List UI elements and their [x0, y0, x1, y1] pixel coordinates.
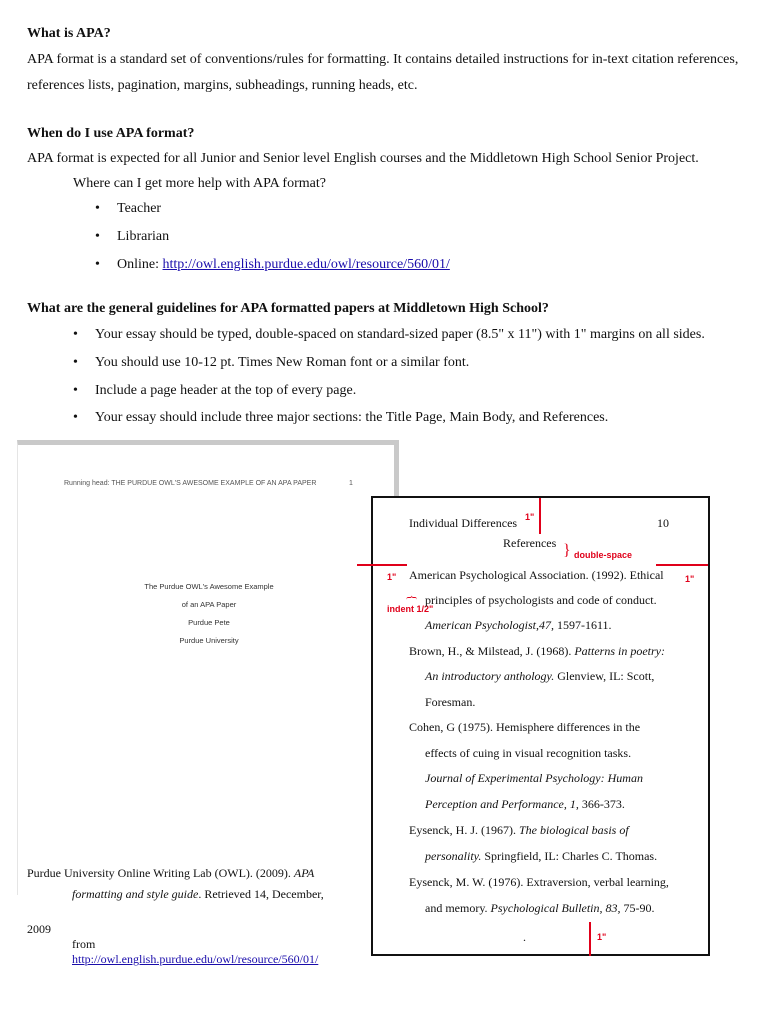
- reference-line: Foresman.: [425, 695, 476, 709]
- list-item-text: Your essay should be typed, double-spaced on standard-sized paper (8.5" x 11") with 1" margins on all sides.: [95, 327, 705, 342]
- page-number: 1: [349, 480, 353, 487]
- references-page-example: [371, 496, 710, 956]
- heading-what-is-apa: What is APA?: [27, 26, 111, 41]
- reference-line: and memory. Psychological Bulletin, 83, 75-90.: [425, 901, 655, 915]
- references-title: References: [503, 536, 557, 550]
- reference-line: principles of psychologists and code of conduct.: [425, 593, 657, 607]
- list-item-text: Include a page header at the top of every page.: [95, 383, 357, 398]
- reference-line: personality. Springfield, IL: Charles C. Thomas.: [425, 849, 658, 863]
- bullet-icon: •: [95, 257, 100, 272]
- list-item-text: You should use 10-12 pt. Times New Roman font or a similar font.: [95, 355, 470, 370]
- reference-line: Cohen, G (1975). Hemisphere differences in the: [409, 720, 641, 734]
- reference-line: Eysenck, H. J. (1967). The biological basis of: [409, 823, 629, 837]
- paragraph-line: APA format is expected for all Junior and Senior level English courses and the Middletown High School Senior Project.: [27, 151, 699, 166]
- author-name: Purdue Pete: [188, 618, 230, 627]
- list-item-text: Your essay should include three major sections: the Title Page, Main Body, and References.: [95, 410, 609, 425]
- footer-dot: .: [523, 930, 526, 944]
- owl-link[interactable]: http://owl.english.purdue.edu/owl/resource/560/01/: [162, 257, 450, 272]
- list-item-text: Librarian: [117, 229, 170, 244]
- annotation-left-margin: 1": [387, 572, 397, 582]
- sample-title-page: [17, 440, 399, 895]
- help-question: Where can I get more help with APA format?: [73, 176, 326, 191]
- page-number: 10: [657, 516, 669, 530]
- reference-line: Journal of Experimental Psychology: Human: [425, 771, 643, 785]
- citation-from: from: [72, 937, 96, 951]
- bullet-icon: •: [95, 229, 100, 244]
- margin-marker-top: [539, 498, 541, 534]
- bullet-icon: •: [95, 201, 100, 216]
- annotation-indent: indent 1/2": [387, 604, 434, 614]
- reference-line: Perception and Performance, 1, 366-373.: [425, 797, 625, 811]
- institution: Purdue University: [179, 636, 239, 645]
- reference-line: American Psychological Association. (1992). Ethical: [409, 568, 664, 582]
- citation-link[interactable]: http://owl.english.purdue.edu/owl/resource/560/01/: [72, 952, 319, 966]
- heading-guidelines: What are the general guidelines for APA formatted papers at Middletown High School?: [27, 301, 549, 316]
- margin-marker-left: [357, 564, 407, 566]
- reference-line: effects of cuing in visual recognition tasks.: [425, 746, 632, 760]
- citation-year: 2009: [27, 922, 51, 936]
- annotation-right-margin: 1": [685, 574, 695, 584]
- margin-marker-bottom: [589, 922, 591, 956]
- bullet-icon: •: [73, 410, 78, 425]
- paper-title-line: The Purdue OWL's Awesome Example: [144, 582, 274, 591]
- reference-line: Brown, H., & Milstead, J. (1968). Patterns in poetry:: [409, 644, 665, 658]
- citation-line: Purdue University Online Writing Lab (OWL). (2009). APA: [27, 866, 315, 880]
- list-item-text: Teacher: [117, 201, 162, 216]
- annotation-bottom-margin: 1": [597, 932, 607, 942]
- bullet-icon: •: [73, 355, 78, 370]
- reference-line: An introductory anthology. Glenview, IL: Scott,: [425, 669, 655, 683]
- paper-title-line: of an APA Paper: [181, 600, 237, 609]
- bullet-icon: •: [73, 327, 78, 342]
- heading-when-use-apa: When do I use APA format?: [27, 126, 195, 141]
- reference-line: Eysenck, M. W. (1976). Extraversion, verbal learning,: [409, 875, 669, 889]
- paragraph-line: references lists, pagination, margins, subheadings, running heads, etc.: [27, 78, 418, 93]
- reference-line: American Psychologist,47, 1597-1611.: [425, 618, 612, 632]
- citation-link-row: [72, 952, 318, 967]
- paragraph-line: APA format is a standard set of conventions/rules for formatting. It contains detailed instructions for in-text citation references,: [27, 52, 739, 67]
- annotation-double-space: double-space: [574, 550, 633, 560]
- bullet-icon: •: [73, 383, 78, 398]
- margin-marker-right: [656, 564, 708, 566]
- indent-brace-icon: {: [405, 594, 420, 601]
- list-item-text: Online:: [117, 257, 163, 272]
- citation-line: formatting and style guide. Retrieved 14, December,: [72, 887, 324, 901]
- running-head: Running head: THE PURDUE OWL'S AWESOME EXAMPLE OF AN APA PAPER: [64, 480, 317, 487]
- annotation-top-margin: 1": [525, 512, 535, 522]
- brace-icon: }: [563, 542, 571, 559]
- running-head: Individual Differences: [409, 516, 518, 530]
